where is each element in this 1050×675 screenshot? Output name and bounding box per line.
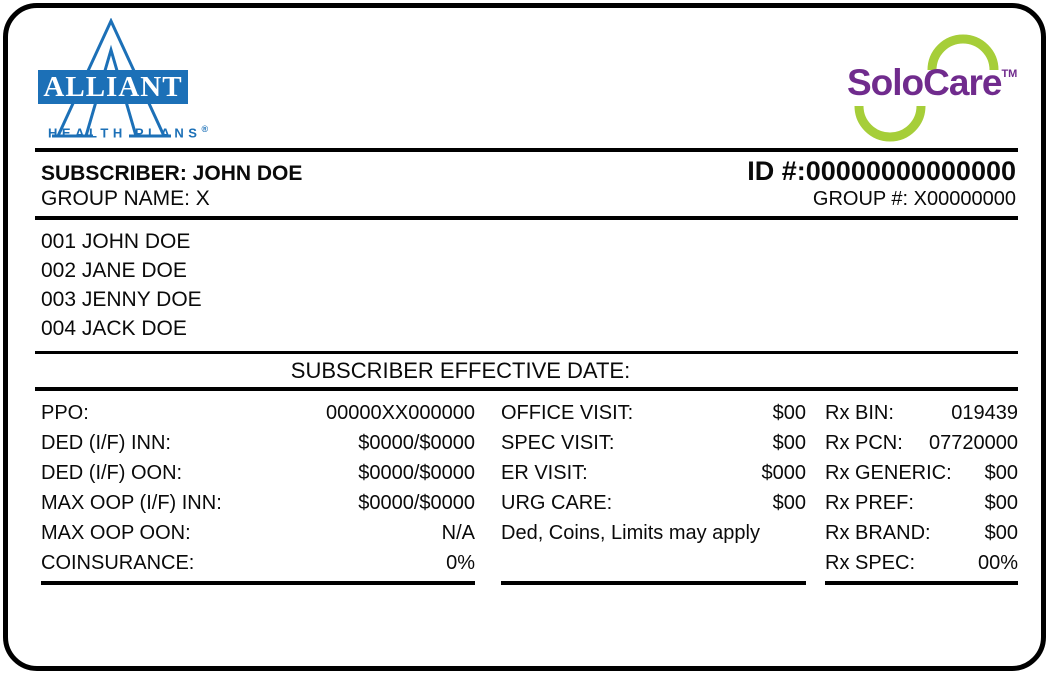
benefits-table — [41, 398, 1018, 585]
benefit-value: $00 — [772, 402, 806, 424]
benefit-value: $00 — [772, 492, 806, 514]
benefit-note-text: Ded, Coins, Limits may apply — [501, 522, 760, 544]
benefit-value: $00 — [772, 432, 806, 454]
table-row — [825, 458, 1018, 488]
effective-date-row — [8, 354, 1041, 387]
alliant-tagline-text: HEALTH PLANS — [48, 125, 202, 141]
table-row — [41, 428, 475, 458]
benefit-label: Rx GENERIC: — [825, 462, 952, 484]
table-row — [501, 488, 806, 518]
benefit-label: Rx PCN: — [825, 432, 903, 454]
plan-column — [41, 398, 475, 585]
benefit-label: URG CARE: — [501, 492, 613, 514]
table-row — [41, 548, 475, 578]
benefit-value: 019439 — [951, 402, 1018, 424]
table-row — [501, 398, 806, 428]
benefit-label: Rx BRAND: — [825, 522, 931, 544]
benefit-value: $00 — [984, 492, 1018, 514]
solocare-logo — [843, 30, 1018, 150]
benefit-value: $00 — [984, 522, 1018, 544]
benefit-value: 00% — [977, 552, 1018, 574]
table-row — [825, 548, 1018, 578]
insurance-card — [3, 3, 1046, 671]
effective-date-label: SUBSCRIBER EFFECTIVE DATE: — [290, 357, 631, 383]
table-row — [41, 518, 475, 548]
blank-row — [501, 548, 806, 578]
table-row — [825, 428, 1018, 458]
alliant-logo — [38, 18, 208, 146]
list-item: 004 JACK DOE — [41, 317, 187, 340]
benefit-value: $000 — [761, 462, 806, 484]
rx-column — [825, 398, 1018, 585]
table-row — [501, 458, 806, 488]
table-row — [501, 428, 806, 458]
member-id-label: ID #: — [747, 156, 806, 186]
benefit-value: $00 — [984, 462, 1018, 484]
column-gap — [475, 398, 501, 585]
benefit-label: COINSURANCE: — [41, 552, 195, 574]
table-row — [825, 488, 1018, 518]
divider-effective — [35, 387, 1018, 391]
solocare-wordmark — [847, 62, 1017, 104]
benefit-label: ER VISIT: — [501, 462, 588, 484]
registered-mark: ® — [201, 124, 209, 134]
alliant-tagline — [48, 124, 208, 140]
benefit-label: Rx SPEC: — [825, 552, 916, 574]
benefit-value: $0000/$0000 — [358, 462, 475, 484]
benefit-label: MAX OOP OON: — [41, 522, 191, 544]
table-row — [41, 488, 475, 518]
benefit-note — [501, 518, 806, 548]
benefit-value: $0000/$0000 — [358, 432, 475, 454]
group-number: GROUP #: X00000000 — [812, 188, 1016, 210]
benefit-label: Rx PREF: — [825, 492, 914, 514]
group-row — [41, 187, 1016, 211]
benefit-label: Rx BIN: — [825, 402, 894, 424]
alliant-banner: ALLIANT — [38, 70, 188, 104]
group-name: GROUP NAME: X — [41, 187, 210, 210]
list-item: 001 JOHN DOE — [41, 230, 191, 253]
member-id-value: 00000000000000 — [805, 156, 1016, 186]
trademark-mark: TM — [1001, 68, 1018, 80]
benefit-label: DED (I/F) INN: — [41, 432, 171, 454]
subscriber-name: SUBSCRIBER: JOHN DOE — [41, 162, 303, 185]
list-item: 002 JANE DOE — [41, 259, 187, 282]
benefit-label: DED (I/F) OON: — [41, 462, 183, 484]
table-row — [825, 398, 1018, 428]
benefit-value: 07720000 — [929, 432, 1018, 454]
benefit-label: OFFICE VISIT: — [501, 402, 634, 424]
benefit-label: MAX OOP (I/F) INN: — [41, 492, 222, 514]
list-item: 003 JENNY DOE — [41, 288, 202, 311]
visit-column — [501, 398, 806, 585]
benefit-value: $0000/$0000 — [358, 492, 475, 514]
subscriber-row — [41, 156, 1016, 187]
divider-group — [35, 216, 1018, 220]
benefit-value: 0% — [446, 552, 475, 574]
member-id — [747, 156, 1016, 187]
benefit-value: N/A — [441, 522, 475, 544]
member-list — [41, 227, 1016, 343]
benefit-label: PPO: — [41, 402, 89, 424]
table-row — [41, 398, 475, 428]
card-header — [8, 8, 1041, 148]
table-row — [41, 458, 475, 488]
benefit-label: SPEC VISIT: — [501, 432, 615, 454]
column-gap — [806, 398, 825, 585]
benefit-value: 00000XX000000 — [325, 402, 475, 424]
table-row — [825, 518, 1018, 548]
solocare-wordmark-text: SoloCare — [847, 62, 1002, 103]
